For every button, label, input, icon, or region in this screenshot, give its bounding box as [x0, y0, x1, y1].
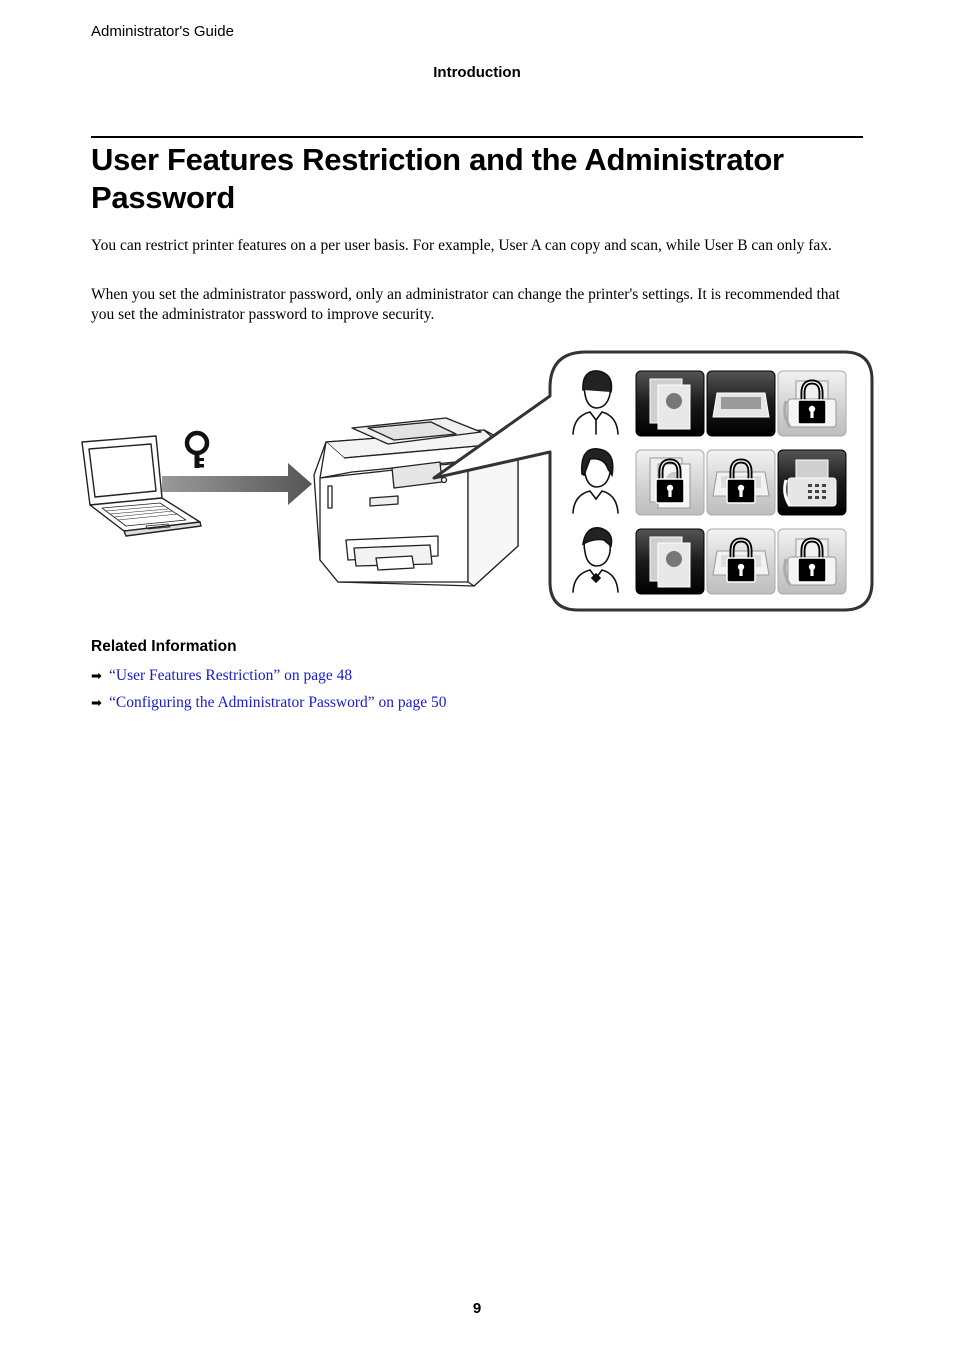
title-rule — [91, 136, 863, 138]
related-info-heading: Related Information — [91, 638, 237, 655]
related-link[interactable] — [91, 667, 352, 685]
scan-icon — [713, 393, 769, 417]
page-number: 9 — [472, 1300, 482, 1317]
running-header: Administrator's Guide — [91, 23, 234, 40]
intro-paragraph: You can restrict printer features on a per user basis. For example, User A can copy and scan, while User B can only fax. — [91, 237, 832, 254]
admin-password-paragraph: When you set the administrator password, only an administrator can change the printer's settings. It is recommended that you set the administrator password to improve security. — [91, 286, 840, 323]
key-icon — [187, 433, 207, 468]
arrow-right-icon — [162, 463, 312, 505]
arrow-right-icon: ➡ — [91, 669, 102, 684]
copy-icon — [650, 537, 690, 587]
arrow-right-icon: ➡ — [91, 696, 102, 711]
configuring-admin-password-link[interactable]: “Configuring the Administrator Password” on page 50 — [109, 694, 447, 711]
user-features-restriction-link[interactable]: “User Features Restriction” on page 48 — [109, 667, 353, 684]
feature-tiles — [636, 371, 846, 594]
section-name: Introduction — [433, 64, 521, 81]
restriction-illustration — [76, 350, 876, 615]
related-link[interactable] — [91, 694, 447, 712]
copy-icon — [650, 379, 690, 429]
page-title: User Features Restriction and the Administrator Password — [91, 142, 784, 215]
